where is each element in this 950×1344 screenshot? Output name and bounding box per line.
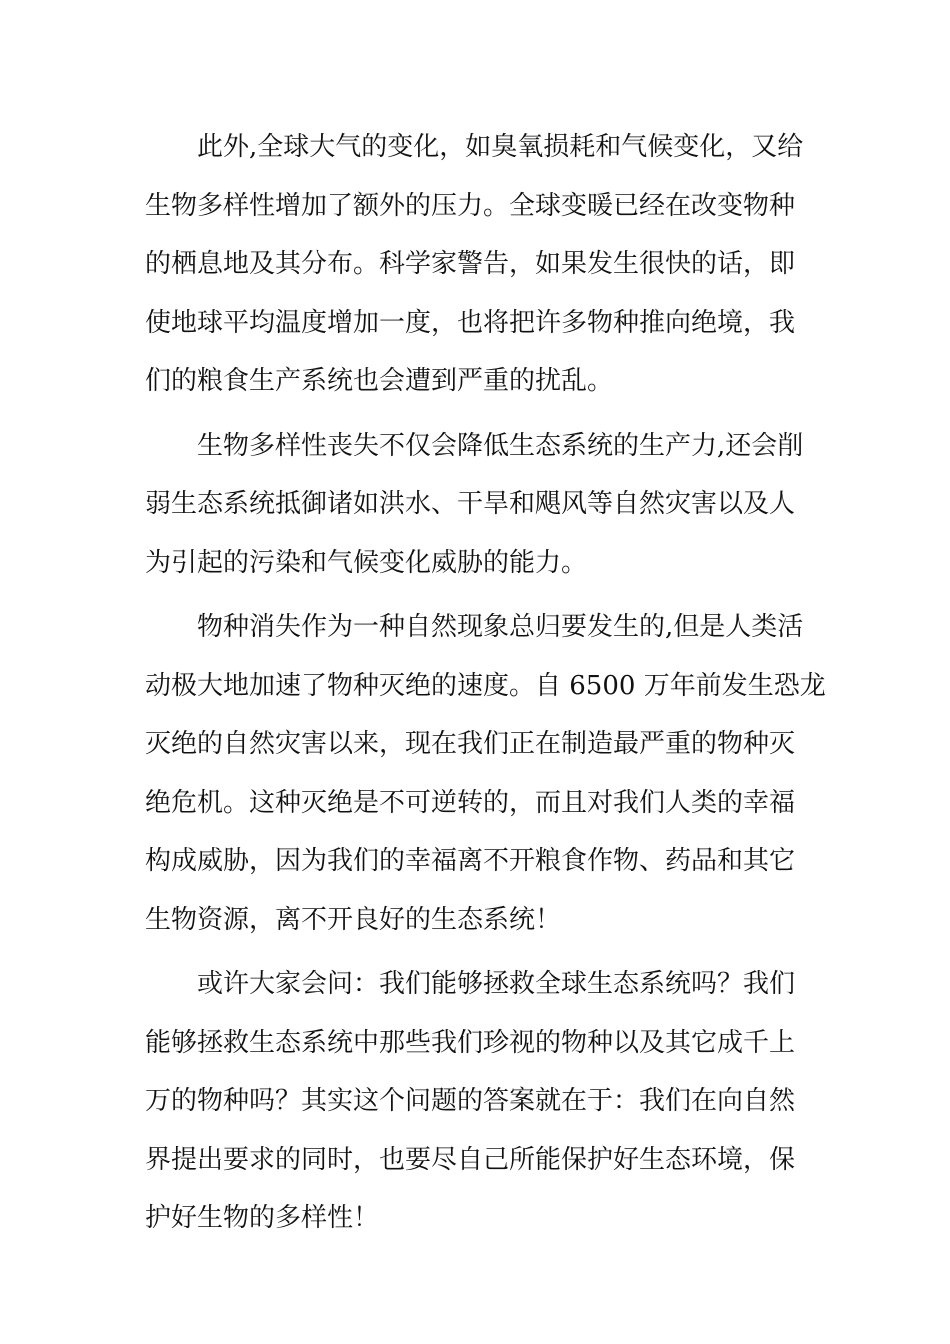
paragraph-line: 生物多样性增加了额外的压力。全球变暖已经在改变物种 [145,190,796,221]
paragraph-line: 灭绝的自然灾害以来，现在我们正在制造最严重的物种灭 [145,729,796,759]
paragraph-line: 物种消失作为一种自然现象总归要发生的,但是人类活 [197,612,804,642]
paragraph-line: 为引起的污染和气候变化威胁的能力。 [145,547,588,578]
paragraph-3 [145,598,826,949]
paragraph-line: 们的粮食生产系统也会遭到严重的扰乱。 [145,366,614,396]
paragraph-line: 或许大家会问：我们能够拯救全球生态系统吗？我们 [197,969,796,999]
paragraph-line: 弱生态系统抵御诸如洪水、干旱和飓风等自然灾害以及人 [145,489,796,519]
paragraph-line: 动极大地加速了物种灭绝的速度。自 6500 万年前发生恐龙 [145,670,826,701]
paragraph-line: 的栖息地及其分布。科学家警告，如果发生很快的话，即 [145,249,796,279]
paragraph-line: 生物多样性丧失不仅会降低生态系统的生产力,还会削 [197,430,804,461]
paragraph-2 [145,417,805,593]
document-body [145,118,826,1248]
paragraph-line: 生物资源，离不开良好的生态系统！ [145,904,562,935]
paragraph-line: 使地球平均温度增加一度，也将把许多物种推向绝境，我 [145,307,796,338]
paragraph-line: 绝危机。这种灭绝是不可逆转的，而且对我们人类的幸福 [145,787,796,818]
paragraph-1 [145,118,805,411]
paragraph-line: 此外,全球大气的变化，如臭氧损耗和气候变化，又给 [197,132,804,162]
paragraph-line: 万的物种吗？其实这个问题的答案就在于：我们在向自然 [145,1086,796,1116]
paragraph-4 [145,955,805,1248]
paragraph-line: 构成威胁，因为我们的幸福离不开粮食作物、药品和其它 [145,846,796,876]
paragraph-line: 护好生物的多样性！ [145,1203,380,1233]
paragraph-line: 能够拯救生态系统中那些我们珍视的物种以及其它成千上 [145,1027,796,1058]
paragraph-line: 界提出要求的同时，也要尽自己所能保护好生态环境，保 [145,1144,796,1175]
